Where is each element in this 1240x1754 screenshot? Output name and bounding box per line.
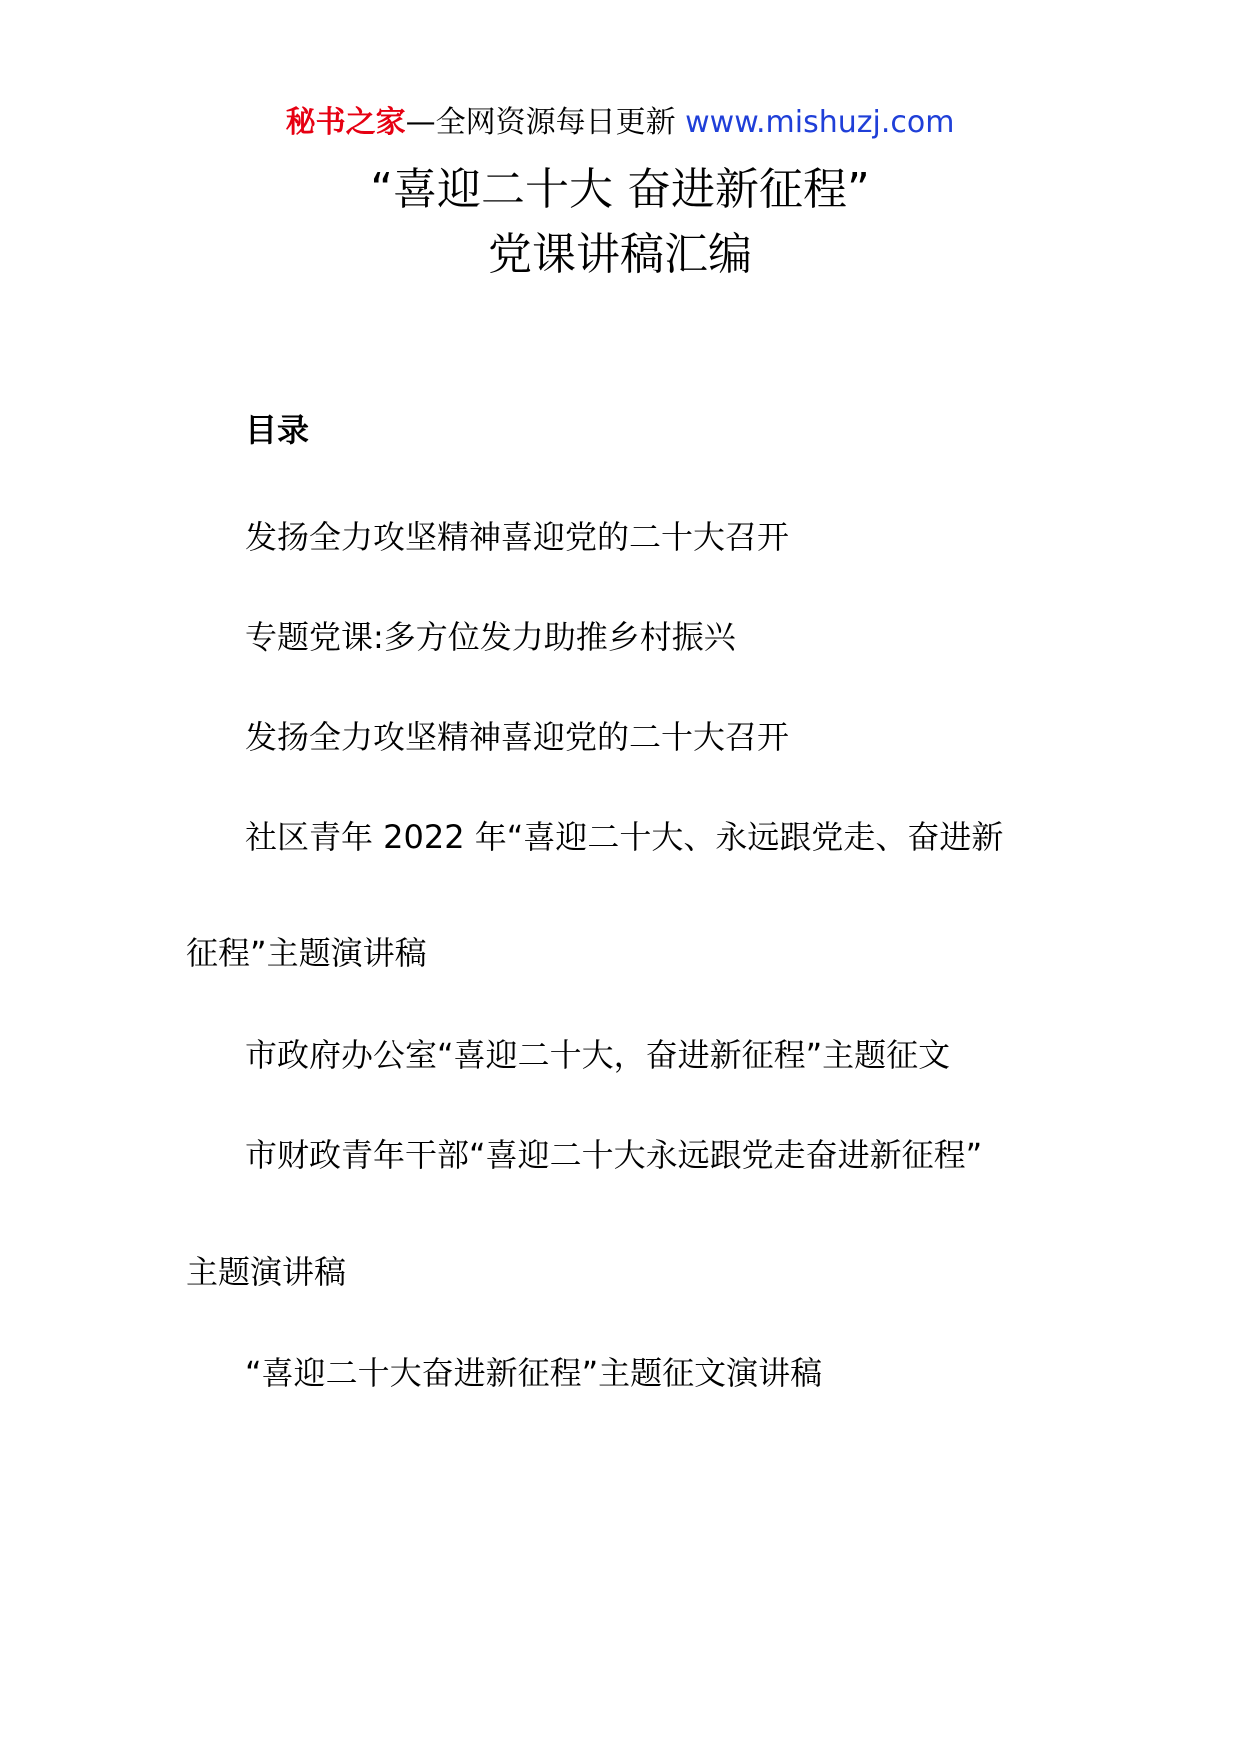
brand-name: 秘书之家 (285, 105, 406, 140)
site-url-link[interactable]: www.mishuzj.com (685, 105, 955, 140)
toc-entry: 专题党课:多方位发力助推乡村振兴 (245, 618, 736, 656)
toc-entry-continuation: 主题演讲稿 (186, 1253, 347, 1291)
document-subtitle: 党课讲稿汇编 (488, 229, 752, 280)
toc-entry: 市财政青年干部“喜迎二十大永远跟党走奋进新征程” (245, 1136, 983, 1174)
site-header (0, 100, 1240, 146)
toc-entry-continuation: 征程”主题演讲稿 (186, 934, 427, 972)
toc-entry: “喜迎二十大奋进新征程”主题征文演讲稿 (245, 1354, 823, 1392)
toc-entry: 发扬全力攻坚精神喜迎党的二十大召开 (245, 718, 790, 756)
document-title: “喜迎二十大 奋进新征程” (370, 164, 870, 215)
toc-entry: 市政府办公室“喜迎二十大，奋进新征程”主题征文 (245, 1036, 951, 1074)
toc-entry: 发扬全力攻坚精神喜迎党的二十大召开 (245, 518, 790, 556)
toc-entry: 社区青年 2022 年“喜迎二十大、永远跟党走、奋进新 (245, 818, 1004, 856)
toc-heading: 目录 (245, 411, 310, 449)
header-tagline: —全网资源每日更新 (405, 105, 676, 140)
